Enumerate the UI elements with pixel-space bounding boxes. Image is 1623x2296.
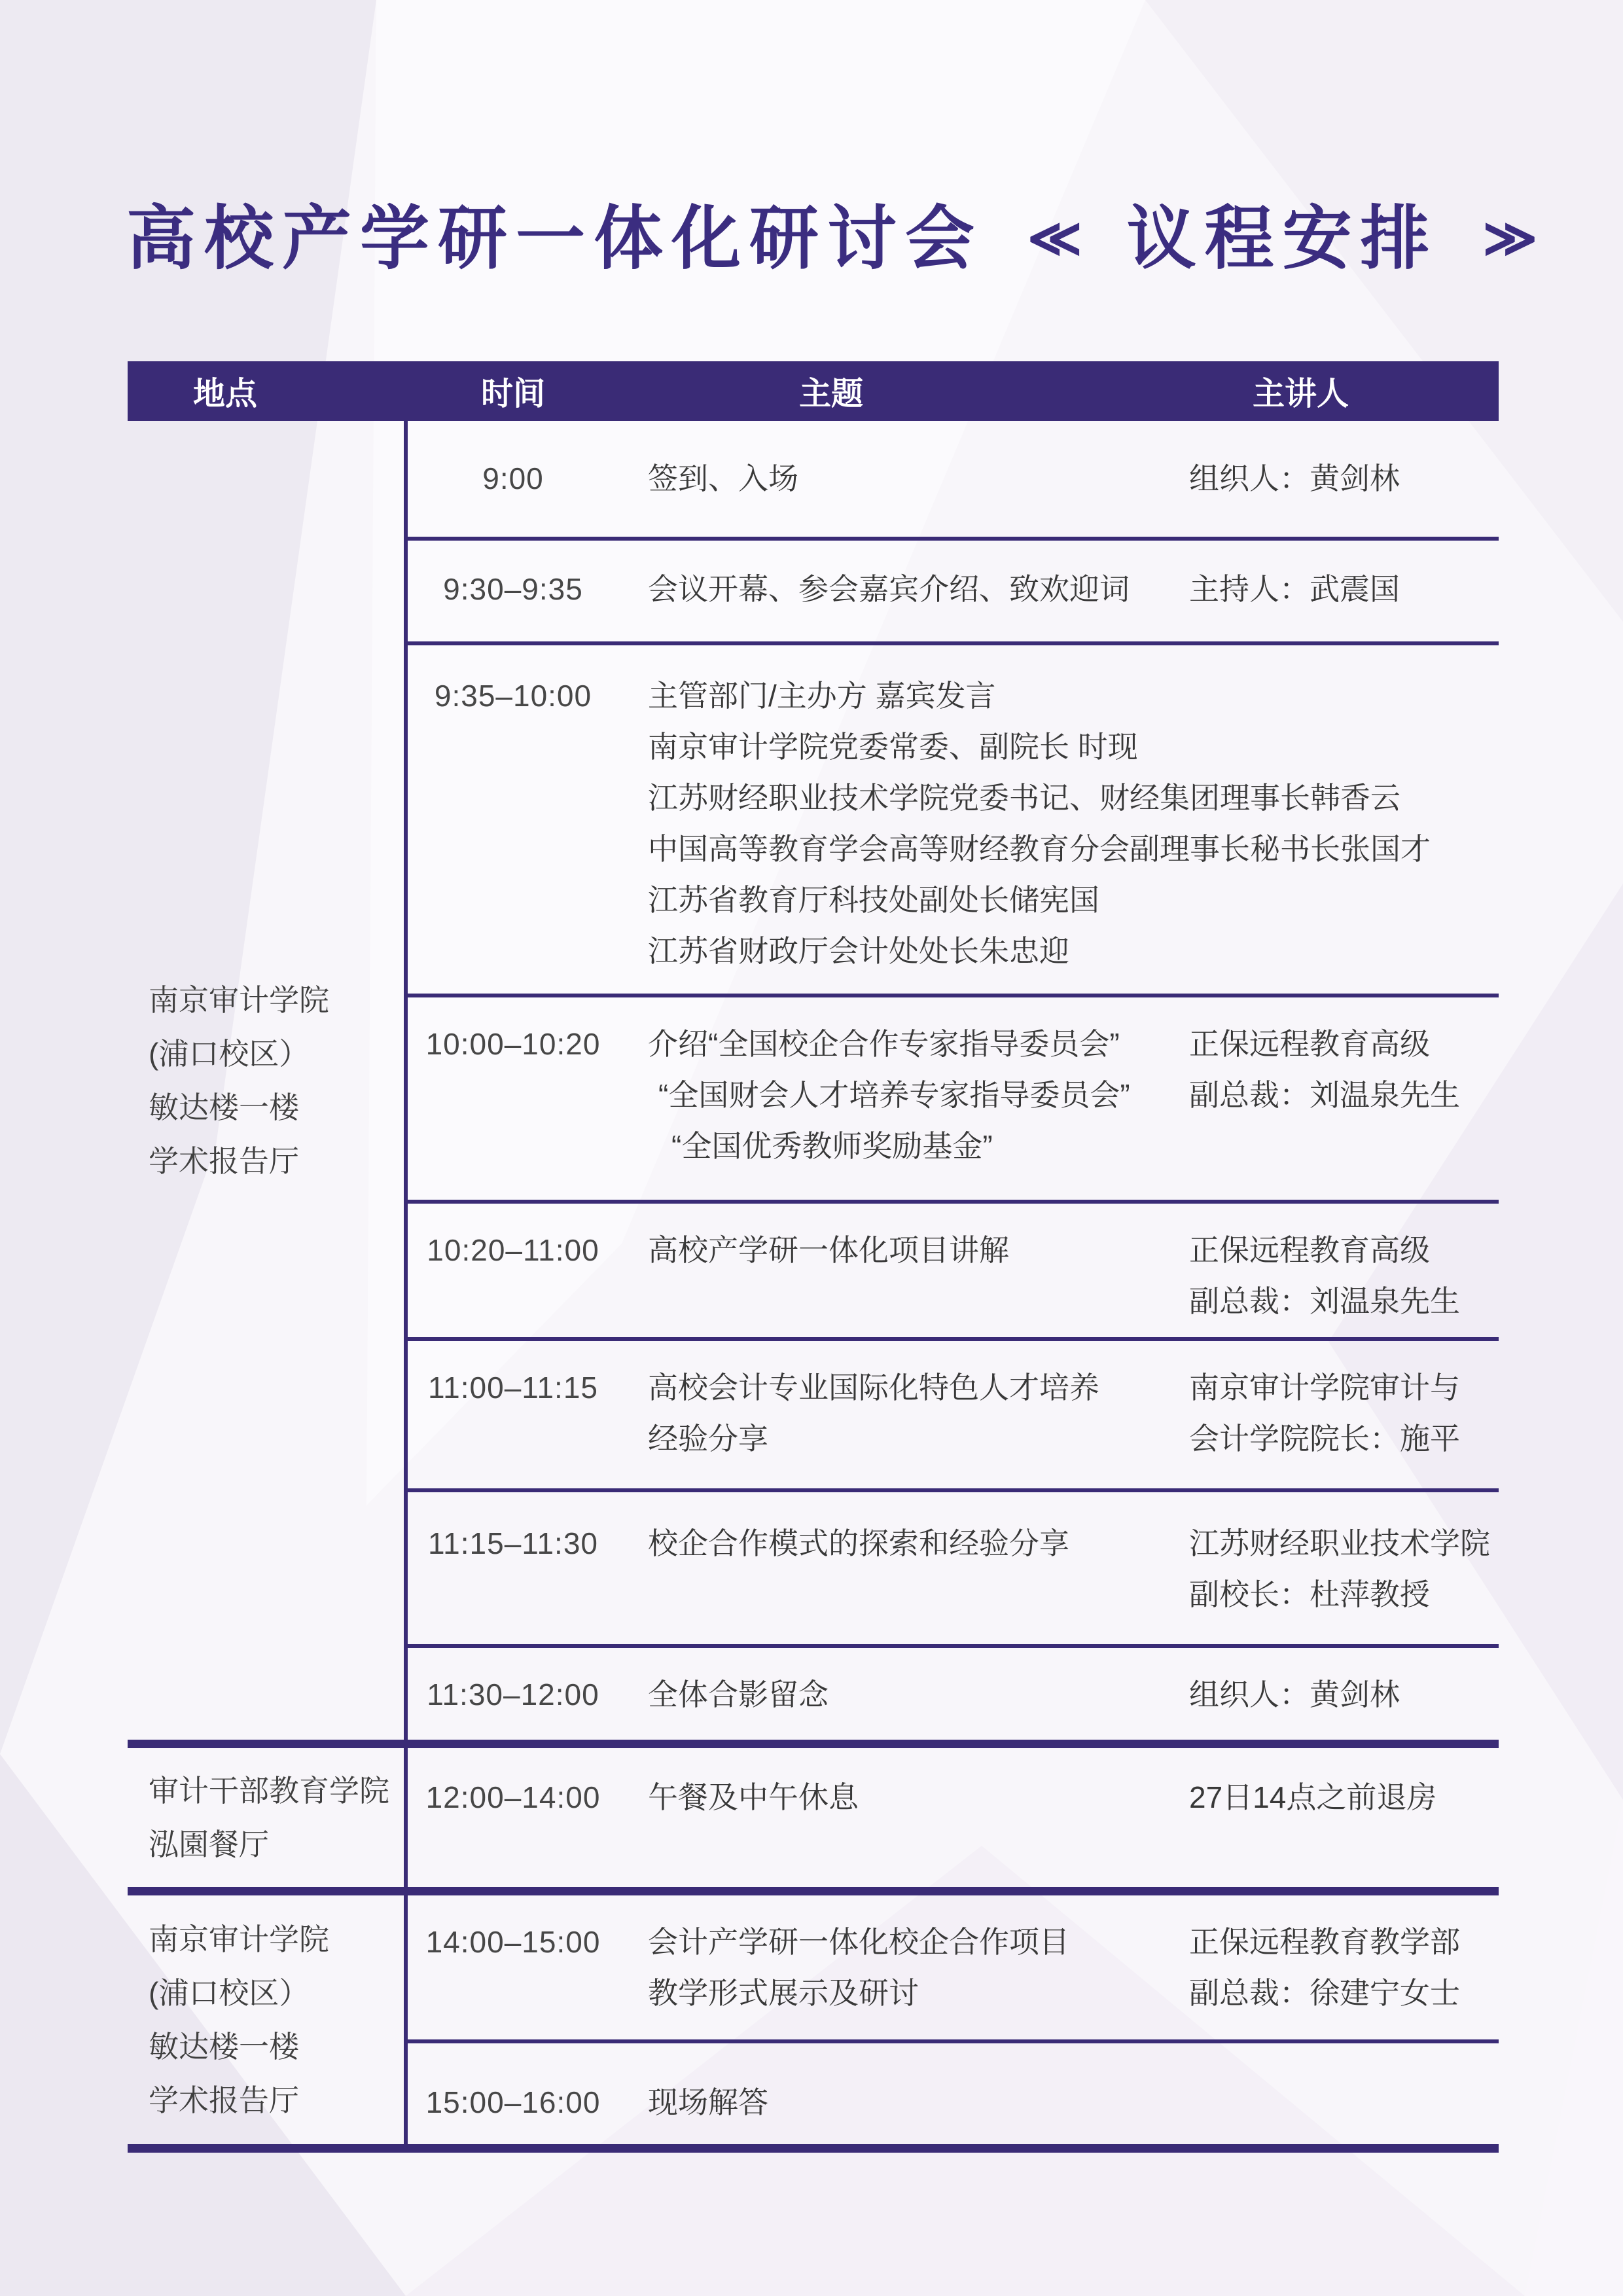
- topic-cell: [618, 2077, 1165, 2128]
- topic-cell: [618, 1518, 1165, 1569]
- speaker-line: 副总裁：徐建宁女士: [1189, 1976, 1460, 2010]
- time-cell: 11:30–12:00: [427, 1677, 599, 1712]
- location-line: 南京审计学院: [149, 982, 329, 1017]
- time-cell: 12:00–14:00: [425, 1780, 601, 1814]
- table-row: [408, 1337, 1499, 1488]
- speaker-cell: [1165, 564, 1499, 615]
- speaker-line: 组织人：黄剑林: [1189, 461, 1400, 495]
- topic-line: “全国优秀教师奖励基金”: [671, 1129, 993, 1163]
- right-quote-mark: ≫: [1482, 207, 1538, 268]
- location-line: 学术报告厅: [149, 2083, 299, 2117]
- topic-line: 经验分享: [648, 1422, 768, 1456]
- speaker-cell: [1165, 1225, 1499, 1327]
- column-header-time: 时间: [480, 376, 545, 412]
- speaker-line: 江苏财经职业技术学院: [1189, 1526, 1490, 1560]
- topic-line: 高校会计专业国际化特色人才培养: [648, 1371, 1099, 1405]
- topic-cell: [618, 1362, 1165, 1464]
- speaker-cell: [1165, 1916, 1499, 2018]
- speaker-line: 正保远程教育高级: [1189, 1233, 1430, 1267]
- title-main: 高校产学研一体化研讨会: [126, 197, 983, 279]
- topic-cell: [618, 564, 1165, 615]
- table-row: [408, 1644, 1499, 1740]
- time-cell: 9:35–10:00: [434, 679, 592, 713]
- table-group-afternoon: [128, 1895, 1499, 2144]
- column-header-topic: 主题: [799, 376, 864, 412]
- topic-cell: [618, 670, 1499, 977]
- left-quote-mark: ≪: [1027, 207, 1082, 268]
- table-row: [408, 641, 1499, 994]
- schedule-rows: [408, 1895, 1499, 2144]
- topic-line: 校企合作模式的探索和经验分享: [648, 1526, 1069, 1560]
- topic-line: 南京审计学院党委常委、副院长 时现: [648, 730, 1138, 764]
- time-cell: 10:00–10:20: [425, 1027, 601, 1061]
- title-sub: 议程安排: [1126, 197, 1438, 279]
- location-line: 南京审计学院: [149, 1922, 329, 1956]
- speaker-cell: [1165, 1518, 1499, 1620]
- schedule-rows: [408, 1748, 1499, 1887]
- topic-line: 全体合影留念: [648, 1677, 829, 1712]
- location-cell: [128, 421, 408, 1740]
- location-line: 敏达楼一楼: [149, 2030, 299, 2064]
- time-cell: 15:00–16:00: [425, 2085, 601, 2119]
- group-divider: [128, 1740, 1499, 1748]
- topic-line: 高校产学研一体化项目讲解: [648, 1233, 1009, 1267]
- page-title: [126, 188, 1549, 287]
- group-divider: [128, 1887, 1499, 1895]
- topic-cell: [618, 1669, 1165, 1720]
- speaker-line: 副校长：杜萍教授: [1189, 1577, 1430, 1611]
- table-row: [408, 1895, 1499, 2039]
- time-cell: 11:00–11:15: [428, 1371, 598, 1405]
- topic-line: “全国财会人才培养专家指导委员会”: [658, 1078, 1130, 1112]
- speaker-cell: [1165, 453, 1499, 504]
- location-line: 泓園餐厅: [149, 1827, 269, 1861]
- speaker-line: 副总裁：刘温泉先生: [1189, 1078, 1460, 1112]
- time-cell: 9:00: [482, 461, 544, 495]
- topic-line: 午餐及中午休息: [648, 1780, 859, 1814]
- topic-line: 签到、入场: [648, 461, 798, 495]
- location-line: 审计干部教育学院: [149, 1774, 389, 1808]
- speaker-line: 27日14点之前退房: [1189, 1780, 1437, 1814]
- topic-line: 江苏省教育厅科技处副处长储宪国: [648, 883, 1099, 917]
- location-line: (浦口校区）: [149, 1976, 310, 2010]
- table-row: [408, 994, 1499, 1200]
- time-cell: 9:30–9:35: [443, 572, 583, 606]
- location-cell: [128, 1748, 408, 1887]
- topic-line: 会计产学研一体化校企合作项目: [648, 1925, 1069, 1959]
- table-row: [408, 1200, 1499, 1337]
- location-line: 敏达楼一楼: [149, 1090, 299, 1124]
- speaker-line: 会计学院院长：施平: [1189, 1422, 1460, 1456]
- topic-cell: [618, 1772, 1165, 1823]
- table-row: [408, 1488, 1499, 1644]
- location-line: (浦口校区）: [149, 1036, 310, 1071]
- speaker-line: 主持人：武震国: [1189, 572, 1400, 606]
- topic-cell: [618, 1225, 1165, 1276]
- location-line: 学术报告厅: [149, 1143, 299, 1178]
- column-header-location: 地点: [193, 376, 258, 412]
- table-row: [408, 421, 1499, 537]
- time-cell: 14:00–15:00: [425, 1925, 601, 1959]
- topic-line: 江苏财经职业技术学院党委书记、财经集团理事长韩香云: [648, 781, 1400, 815]
- topic-cell: [618, 453, 1165, 504]
- topic-line: 介绍“全国校企合作专家指导委员会”: [648, 1027, 1120, 1061]
- table-group-morning: [128, 421, 1499, 1740]
- speaker-line: 副总裁：刘温泉先生: [1189, 1284, 1460, 1318]
- topic-line: 主管部门/主办方 嘉宾发言: [648, 679, 996, 713]
- table-row: [408, 2039, 1499, 2144]
- table-bottom-border: [128, 2144, 1499, 2153]
- time-cell: 11:15–11:30: [428, 1526, 598, 1560]
- speaker-cell: [1165, 1362, 1499, 1464]
- speaker-cell: [1165, 1772, 1499, 1823]
- agenda-table: [128, 361, 1499, 2153]
- table-header-row: [128, 361, 1499, 421]
- speaker-line: 正保远程教育教学部: [1189, 1925, 1460, 1959]
- speaker-line: 正保远程教育高级: [1189, 1027, 1430, 1061]
- speaker-cell: [1165, 1018, 1499, 1121]
- column-header-speaker: 主讲人: [1253, 376, 1349, 412]
- topic-line: 会议开幕、参会嘉宾介绍、致欢迎词: [648, 572, 1130, 606]
- table-row: [408, 1748, 1499, 1887]
- schedule-rows: [408, 421, 1499, 1740]
- table-group-lunch: [128, 1748, 1499, 1887]
- topic-cell: [618, 1916, 1165, 2018]
- bg-bottom-right-triangle: [1525, 1800, 1623, 2296]
- location-cell: [128, 1895, 408, 2144]
- topic-line: 江苏省财政厅会计处处长朱忠迎: [648, 934, 1069, 968]
- speaker-line: 组织人：黄剑林: [1189, 1677, 1400, 1712]
- time-cell: 10:20–11:00: [427, 1233, 599, 1267]
- table-row: [408, 537, 1499, 641]
- speaker-cell: [1165, 1669, 1499, 1720]
- topic-line: 教学形式展示及研讨: [648, 1976, 919, 2010]
- topic-line: 现场解答: [648, 2085, 768, 2119]
- topic-cell: [618, 1018, 1165, 1172]
- speaker-line: 南京审计学院审计与: [1189, 1371, 1460, 1405]
- topic-line: 中国高等教育学会高等财经教育分会副理事长秘书长张国才: [648, 832, 1431, 866]
